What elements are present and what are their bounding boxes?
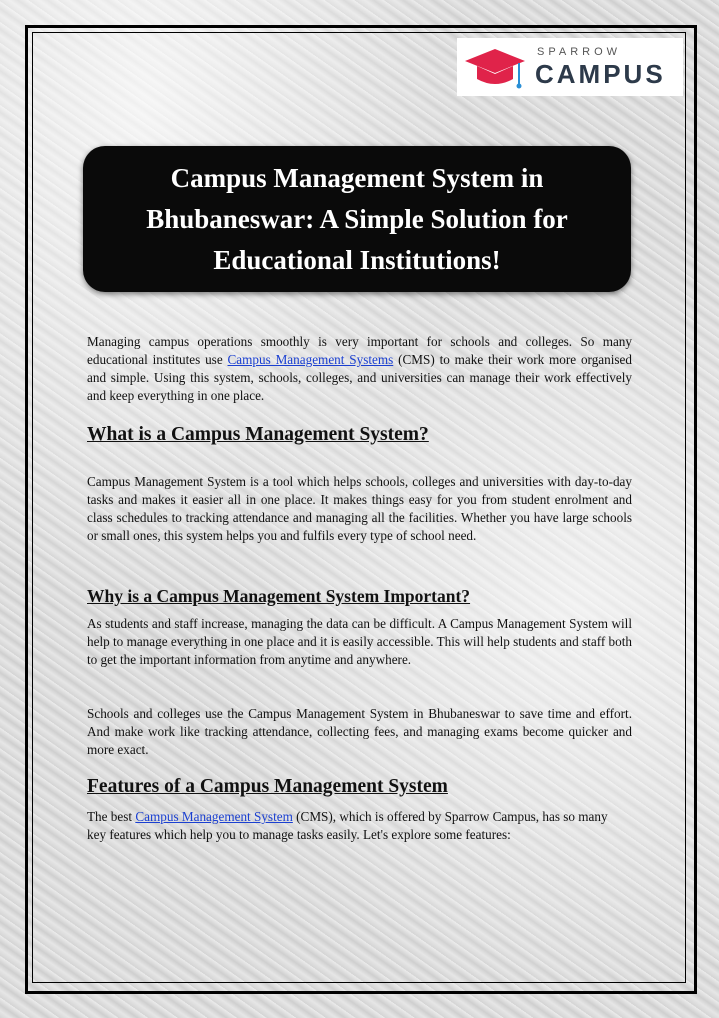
section-features-heading: Features of a Campus Management System <box>87 776 448 797</box>
intro-text-before: Managing campus operations smoothly is very important for schools and colleges. So many educational institutes use <box>87 334 632 367</box>
features-text-before: The best <box>87 809 136 824</box>
title-banner <box>83 146 631 292</box>
campus-management-systems-link[interactable]: Campus Management Systems <box>227 352 394 367</box>
graduation-cap-icon <box>461 41 531 95</box>
section-features-paragraph <box>87 808 617 844</box>
campus-management-system-link[interactable]: Campus Management System <box>135 809 293 824</box>
section-why-paragraph-2: Schools and colleges use the Campus Management System in Bhubaneswar to save time and effort. And make work like tracking attendance, collecting fees, and managing exams become quicker and more exact. <box>87 706 632 757</box>
intro-text-after: (CMS) to make their work more organised and simple. Using this system, schools, colleges, and universities can manage their work effectively and keep everything in one place. <box>87 352 632 403</box>
section-what-heading: What is a Campus Management System? <box>87 424 429 445</box>
features-text-after: (CMS), which is offered by Sparrow Campus, has so many key features which help you to manage tasks easily. Let's explore some features: <box>87 809 608 842</box>
section-why-heading: Why is a Campus Management System Important? <box>87 586 471 606</box>
logo-bottom-text: CAMPUS <box>535 59 666 89</box>
page-title: Campus Management System in Bhubaneswar: A Simple Solution for Educational Institutions! <box>146 162 568 275</box>
sparrow-campus-logo <box>457 38 683 96</box>
section-why-paragraph-1: As students and staff increase, managing the data can be difficult. A Campus Management System will help to manage everything in one place and it is easily accessible. This will help students and staff both to get the important information from anytime and anywhere. <box>87 616 632 667</box>
intro-paragraph <box>87 333 632 405</box>
section-what-paragraph: Campus Management System is a tool which helps schools, colleges and universities with day-to-day tasks and makes it easier all in one place. It makes things easy for you from student enrolment and class schedules to tracking attendance and managing all the facilities. Whether you have large schools or small ones, this system helps you and fulfils every type of school need. <box>87 474 632 543</box>
logo-top-text: SPARROW <box>537 46 622 58</box>
